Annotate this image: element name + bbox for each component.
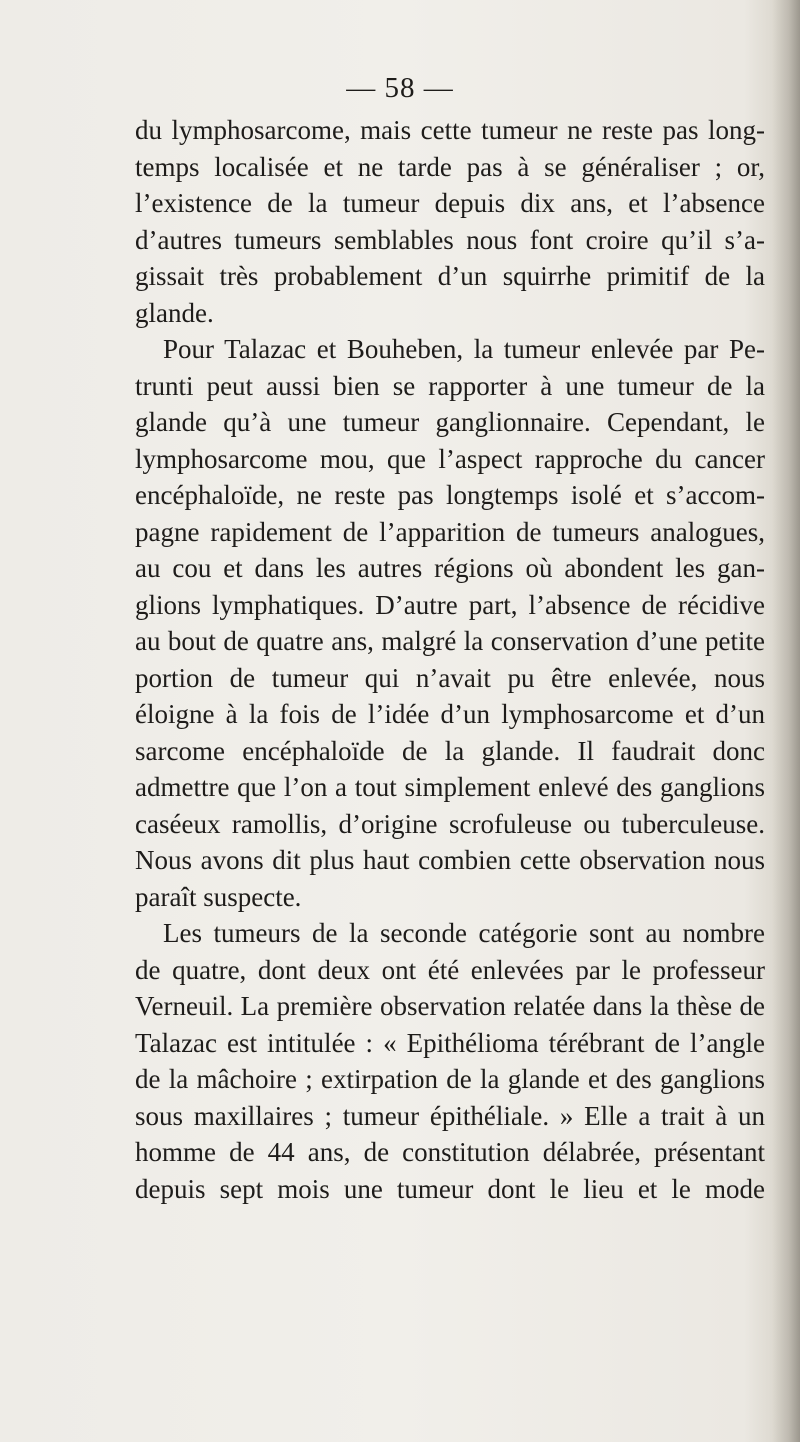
text-line: homme de 44 ans, de constitution délabrée, présentant [135,1137,765,1167]
text-line: lymphosarcome mou, que l’aspect rapproche du cancer [135,443,765,474]
text-line: caséeux ramollis, d’origine scrofuleuse ou tuberculeuse. [135,808,765,839]
text-line: admettre que l’on a tout simplement enlevé des ganglions [135,772,765,802]
page-edge-shadow [772,0,800,1442]
text-line: pagne rapidement de l’apparition de tumeurs analogues, [135,516,765,547]
text-line: de quatre, dont deux ont été enlevées par le professeur [135,954,765,985]
text-line: de la mâchoire ; extirpation de la glande et des ganglions [135,1064,765,1094]
body-text [135,112,765,1207]
text-line: encéphaloïde, ne reste pas longtemps isolé et s’accom- [135,480,765,510]
text-line: Talazac est intitulée : « Epithélioma térébrant de l’angle [135,1027,765,1058]
text-line: Verneuil. La première observation relatée dans la thèse de [135,991,765,1021]
page-number: — 58 — [346,72,454,104]
text-line: du lymphosarcome, mais cette tumeur ne reste pas long- [135,115,765,145]
text-line: glions lymphatiques. D’autre part, l’absence de récidive [135,589,765,620]
text-line: au cou et dans les autres régions où abondent les gan- [135,553,765,583]
text-line: gissait très probablement d’un squirrhe primitif de la [135,261,765,291]
text-line: sous maxillaires ; tumeur épithéliale. » Elle a trait à un [135,1100,765,1131]
text-line: Pour Talazac et Bouheben, la tumeur enlevée par Pe- [163,334,765,364]
text-line: sarcome encéphaloïde de la glande. Il faudrait donc [135,735,765,766]
text-line: glande qu’à une tumeur ganglionnaire. Cependant, le [135,407,765,437]
text-line: l’existence de la tumeur depuis dix ans, et l’absence [135,188,765,218]
text-line: d’autres tumeurs semblables nous font croire qu’il s’a- [135,224,765,255]
text-line: glande. [135,297,214,328]
text-line: Les tumeurs de la seconde catégorie sont au nombre [163,918,765,948]
text-line: temps localisée et ne tarde pas à se généraliser ; or, [135,151,765,182]
text-line: paraît suspecte. [135,881,302,912]
text-line: portion de tumeur qui n’avait pu être enlevée, nous [135,662,765,693]
text-line: éloigne à la fois de l’idée d’un lymphosarcome et d’un [135,699,765,729]
text-line: au bout de quatre ans, malgré la conservation d’une petite [135,626,765,656]
text-line: depuis sept mois une tumeur dont le lieu et le mode [135,1173,765,1204]
text-line: trunti peut aussi bien se rapporter à une tumeur de la [135,370,765,401]
text-line: Nous avons dit plus haut combien cette observation nous [135,845,765,875]
